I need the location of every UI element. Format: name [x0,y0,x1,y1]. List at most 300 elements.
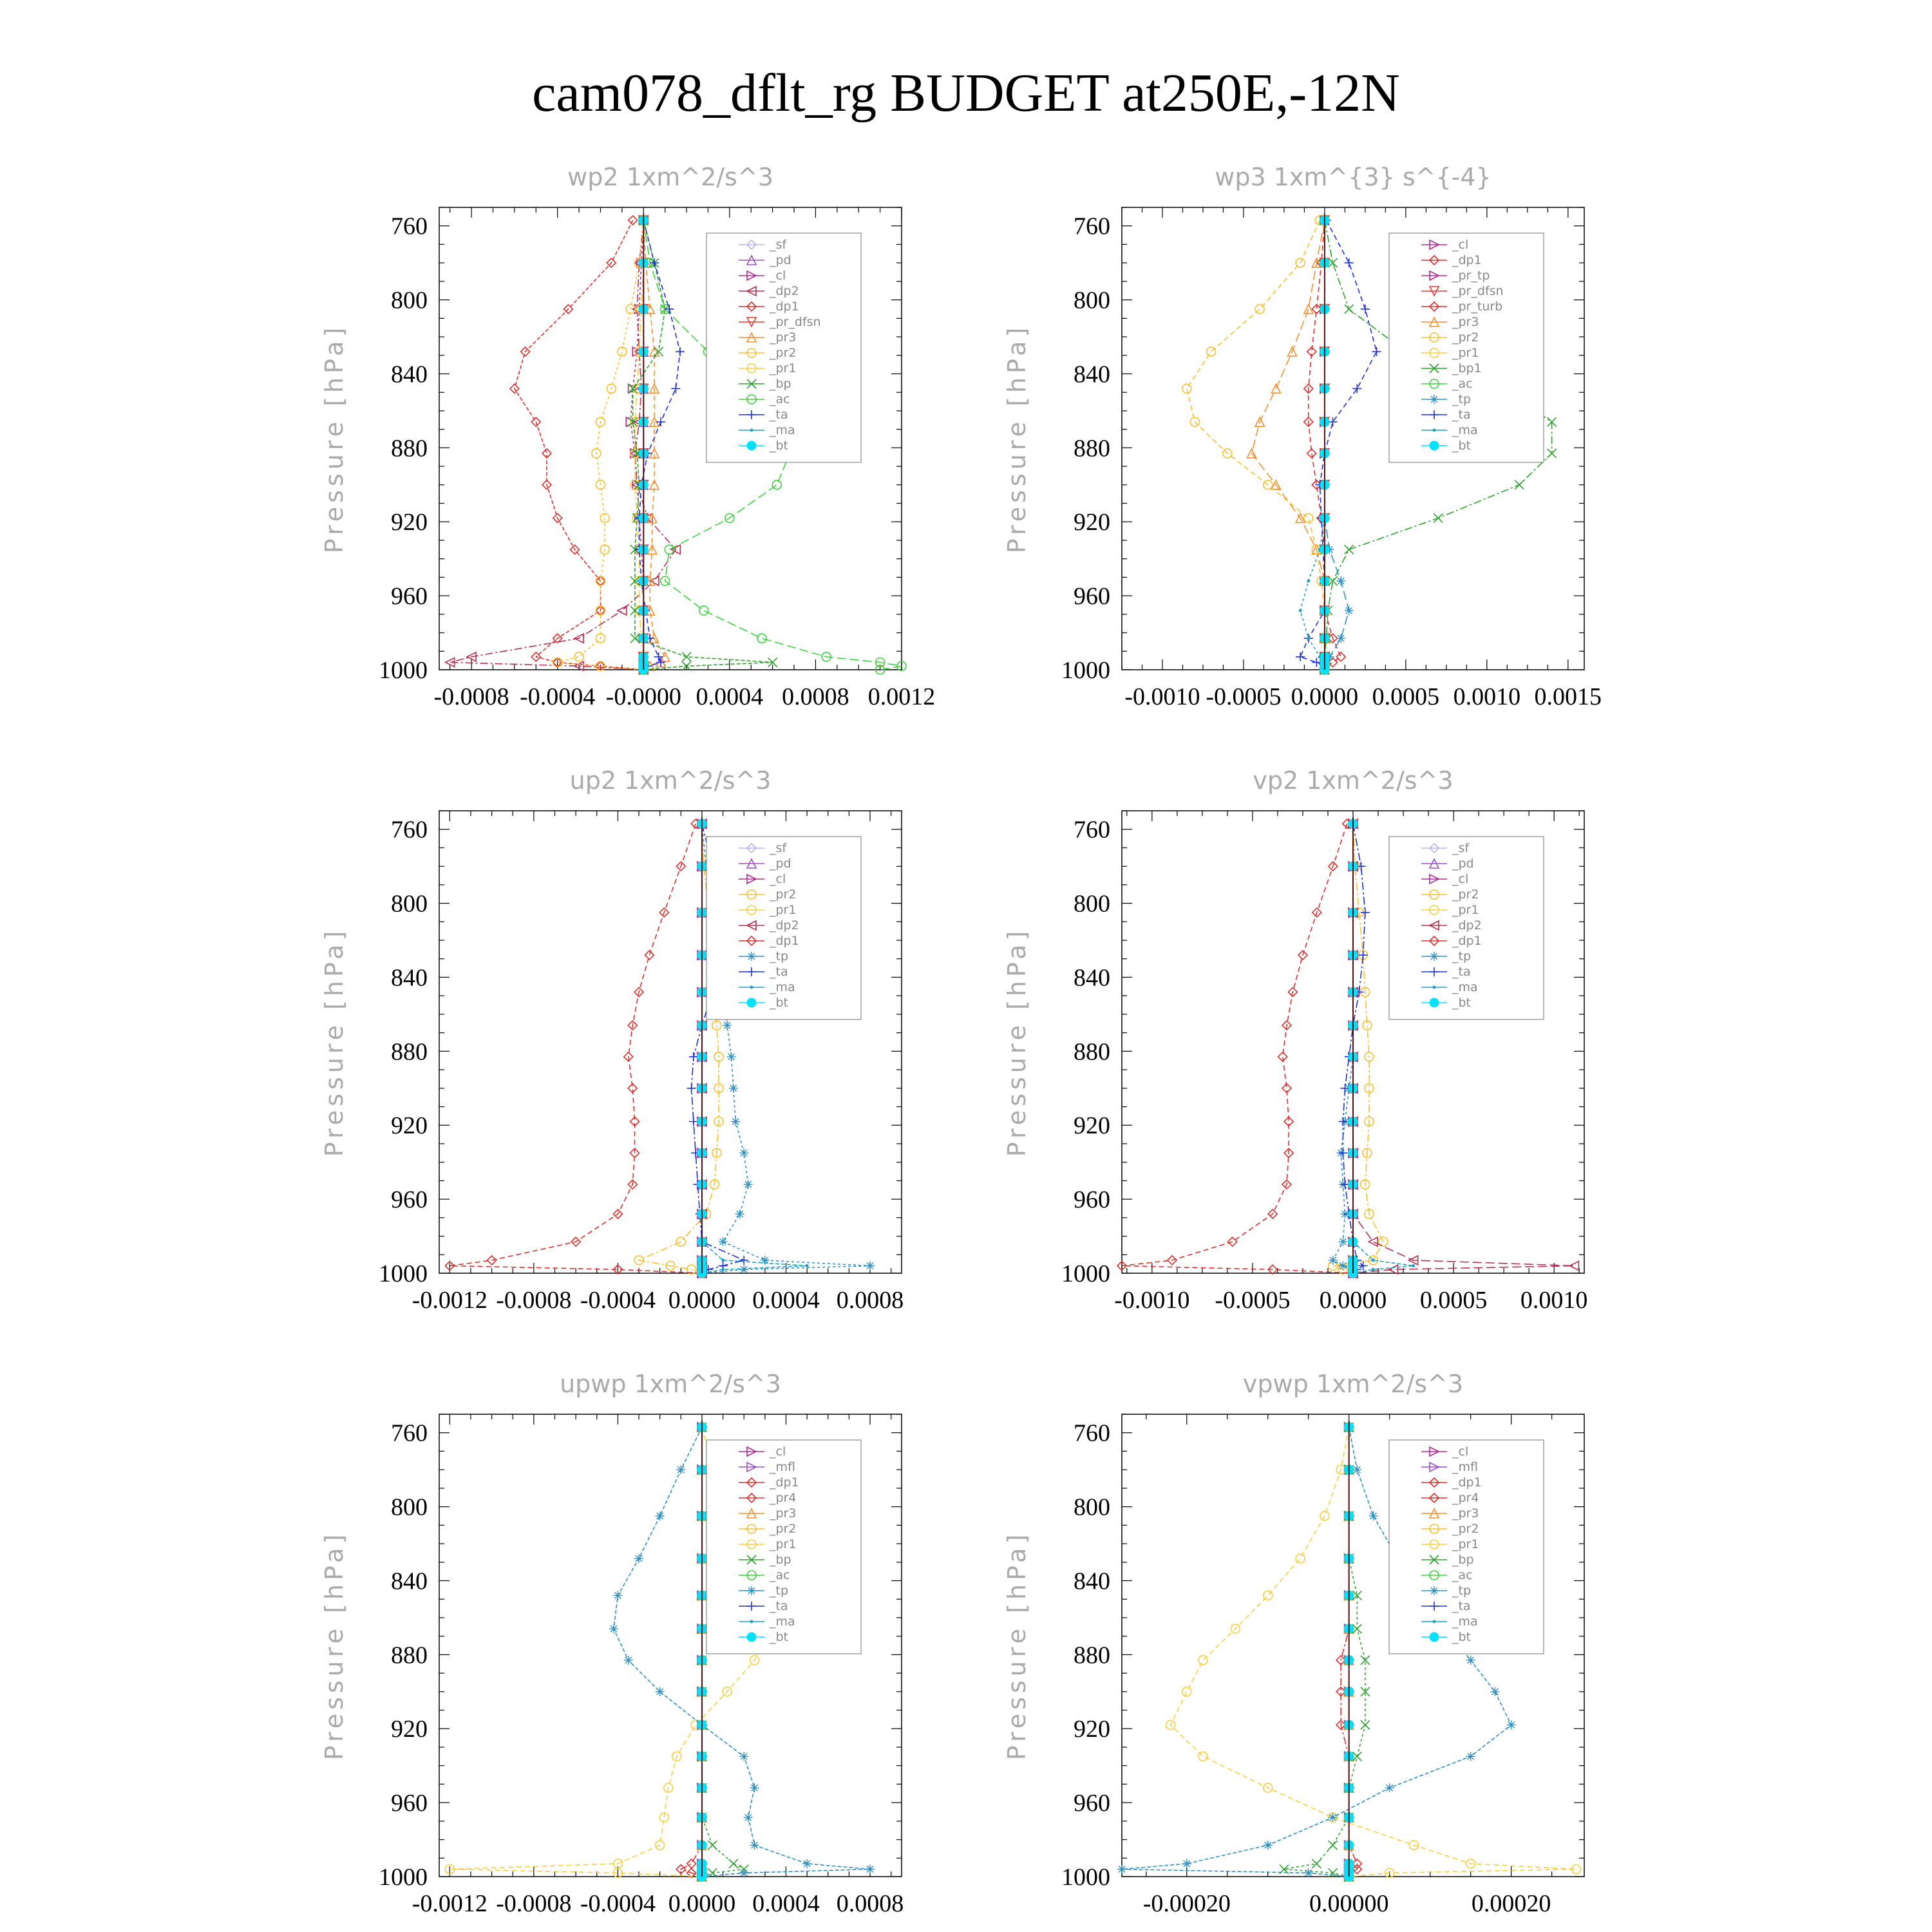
legend-label: _pd [1452,857,1474,871]
y-tick-label: 920 [391,1112,428,1140]
y-tick-label: 1000 [379,1260,428,1287]
legend-label: _ta [770,1599,788,1613]
data-point [1307,580,1310,583]
data-point [1359,1262,1368,1271]
x-tick-label: -0.0008 [433,683,509,710]
data-point [1336,634,1345,643]
data-point [1466,1752,1475,1761]
data-point [1299,609,1302,612]
legend-label: _tp [770,1584,789,1598]
legend-marker [750,1620,753,1624]
data-point [1207,347,1216,356]
data-point [727,1052,736,1061]
y-tick-label: 960 [391,1790,428,1817]
legend-label: _pr4 [770,1491,797,1505]
legend-label: _mfl [770,1460,795,1474]
legend-label: _pr1 [1452,1537,1479,1551]
y-tick-label: 800 [391,287,428,314]
y-axis-title: Pressure [hPa] [1003,323,1031,554]
panel-title: wp3 1xm^{3} s^{-4} [1215,163,1492,191]
legend-label: _cl [770,1444,786,1459]
legend-label: _bp [1452,1553,1474,1567]
y-tick-label: 1000 [379,657,428,684]
panel-title: vpwp 1xm^2/s^3 [1242,1370,1464,1398]
y-tick-label: 840 [1074,361,1110,388]
data-point [676,347,685,356]
legend-label: _bt [1452,439,1472,453]
legend-label: _cl [1452,238,1469,252]
data-point [1264,1841,1273,1850]
data-point [1507,1720,1516,1729]
legend [1389,1440,1544,1654]
data-point [735,1209,744,1218]
y-axis-title: Pressure [hPa] [320,323,348,554]
legend-label: _ac [1452,377,1473,391]
y-tick-label: 960 [1074,1186,1110,1214]
y-tick-label: 960 [391,583,428,611]
y-tick-label: 920 [391,1716,428,1743]
legend-label: _ac [770,392,790,406]
legend-label: _bt [1452,1630,1472,1644]
legend-label: _ta [770,965,788,979]
chart-panel [320,766,904,1314]
x-tick-label: 0.00020 [1471,1890,1551,1917]
data-point [1307,637,1310,640]
y-tick-label: 800 [1074,890,1110,918]
data-point [1228,1237,1237,1246]
x-tick-label: 0.0004 [752,1287,820,1314]
legend-label: _sf [770,841,787,855]
legend-label: _ma [770,423,795,437]
data-point [1329,1813,1338,1822]
data-point [699,606,708,615]
data-point [689,1117,698,1126]
data-point [1466,1656,1475,1665]
data-point [665,545,674,554]
data-point [656,1511,665,1520]
legend-label: _pr_dfsn [1452,284,1504,298]
y-tick-label: 840 [391,964,428,992]
legend-label: _ta [770,408,788,422]
x-tick-label: 0.0008 [836,1890,904,1917]
series-line-cl [630,220,643,670]
data-point [1345,606,1354,615]
legend-marker [747,441,756,450]
legend-label: _pr_turb [1452,299,1503,314]
y-tick-label: 960 [391,1186,428,1214]
series-line-dp1 [450,824,702,1273]
y-tick-label: 760 [1074,816,1110,844]
y-tick-label: 840 [1074,964,1110,992]
legend-label: _bp1 [1452,361,1482,375]
legend-marker [1433,1620,1436,1624]
data-point [1361,305,1370,314]
legend-label: _pr1 [1452,346,1479,360]
data-point [1548,449,1557,458]
legend-label: _pr3 [1452,315,1479,329]
data-point [721,1268,724,1271]
chart-panel [1003,766,1587,1314]
data-point [1296,1554,1305,1563]
legend-label: _dp1 [770,299,799,314]
series-line-dp1 [1122,824,1353,1273]
data-point [1336,576,1345,585]
y-tick-label: 760 [391,213,428,240]
y-tick-label: 920 [1074,1716,1110,1743]
legend-marker [1430,441,1439,450]
legend-label: _cl [1452,1444,1469,1459]
y-tick-label: 800 [391,1493,428,1521]
series-line-dp2 [450,220,676,670]
data-point [1312,1859,1321,1868]
chart-panel [1003,1370,1584,1917]
y-axis-title: Pressure [hPa] [1003,927,1031,1157]
y-tick-label: 840 [391,361,428,388]
legend-label: _pr1 [1452,903,1479,917]
data-point [757,634,766,643]
legend-label: _pr_tp [1452,269,1490,283]
data-point [744,1813,753,1822]
data-point [1198,1656,1208,1665]
panel-title: vp2 1xm^2/s^3 [1253,766,1454,795]
legend-label: _dp1 [1452,253,1482,267]
x-tick-label: -0.0008 [496,1890,572,1917]
legend-marker [1430,395,1439,404]
data-point [806,1264,809,1267]
legend-label: _pr2 [1452,330,1479,345]
series-line-ta [1343,824,1365,1273]
legend-marker [1433,429,1436,432]
legend-label: _pr3 [770,1506,797,1520]
data-point [1329,1841,1338,1850]
data-point [1338,1117,1347,1126]
y-tick-label: 1000 [379,1864,428,1891]
legend-marker [1430,998,1439,1007]
data-point [1182,1687,1191,1696]
series-line-tp [1325,220,1349,670]
legend-marker [750,429,753,432]
x-tick-label: 0.0004 [696,683,764,710]
data-point [1368,1237,1378,1246]
data-point [1255,305,1264,314]
legend-label: _bp [770,377,791,391]
data-point [1338,1148,1347,1157]
x-tick-label: 0.0000 [668,1890,736,1917]
series-line-ta [639,220,680,670]
y-tick-label: 840 [1074,1567,1110,1595]
x-tick-label: -0.0012 [412,1890,488,1917]
data-point [1336,652,1345,661]
legend-label: _dp1 [770,934,799,948]
data-point [671,384,680,393]
data-point [1490,1687,1499,1696]
series-line-pr2 [1187,220,1325,670]
x-tick-label: -0.00020 [1142,1890,1231,1917]
y-tick-label: 840 [391,1567,428,1595]
x-tick-label: 0.00000 [1309,1890,1389,1917]
data-point [665,305,674,314]
y-tick-label: 920 [1074,509,1110,536]
chart-panel [320,1370,904,1917]
data-point [574,652,583,661]
legend-label: _bt [770,1630,789,1644]
legend-label: _ma [1452,980,1478,994]
data-point [739,1148,748,1157]
legend-label: _ta [1452,408,1471,422]
data-point [1434,513,1443,522]
legend-label: _sf [1452,841,1470,855]
data-point [1361,1720,1370,1729]
data-point [1412,1264,1415,1267]
legend-marker [750,986,753,989]
data-point [1338,1237,1347,1246]
data-point [1345,258,1354,267]
y-axis-title: Pressure [hPa] [1003,1530,1031,1761]
data-point [613,1591,622,1600]
data-point [739,1265,748,1274]
data-point [1345,545,1354,554]
data-point [1296,652,1305,661]
data-point [1372,1268,1375,1271]
legend-label: _cl [770,872,786,886]
legend-marker [747,1586,756,1595]
y-tick-label: 920 [391,509,428,536]
data-point [1515,480,1524,489]
chart-panels [320,163,1602,1917]
legend [706,233,861,462]
data-point [1372,1258,1375,1262]
data-point [656,1687,665,1696]
data-point [1329,1256,1338,1265]
legend-label: _tp [1452,1584,1472,1598]
series-line-pr4 [681,1427,702,1877]
y-axis-title: Pressure [hPa] [320,927,348,1157]
x-tick-label: 0.0005 [1419,1287,1488,1314]
y-tick-label: 880 [391,435,428,462]
legend-label: _ma [1452,423,1478,437]
x-tick-label: 0.0010 [1453,683,1521,710]
data-point [1368,1511,1378,1520]
legend [706,1440,861,1654]
y-tick-label: 960 [1074,583,1110,611]
legend-label: _bt [770,439,789,453]
data-point [1117,1865,1126,1874]
panel-title: upwp 1xm^2/s^3 [560,1370,781,1398]
data-point [645,951,654,960]
legend-marker [747,1633,756,1642]
data-point [721,1258,724,1262]
data-point [1329,417,1338,426]
legend-label: _pr2 [1452,887,1479,902]
y-tick-label: 1000 [1061,1864,1110,1891]
data-point [634,1554,643,1563]
legend-label: _mfl [1452,1460,1478,1474]
data-point [723,1021,732,1030]
data-point [1352,384,1361,393]
series-line-pr3 [1252,220,1325,670]
x-tick-label: 0.0008 [782,683,849,710]
legend-marker [1430,1586,1439,1595]
x-tick-label: -0.0005 [1215,1287,1291,1314]
y-tick-label: 880 [1074,1038,1110,1066]
x-tick-label: -0.0012 [412,1287,488,1314]
legend-label: _dp1 [770,1475,799,1490]
data-point [689,1052,698,1061]
data-point [731,1117,740,1126]
legend-label: _bp [770,1553,791,1567]
x-tick-label: 0.0005 [1372,683,1440,710]
data-point [750,1841,759,1850]
legend-label: _cl [1452,872,1469,886]
data-point [676,1465,685,1474]
legend-label: _pr1 [770,903,797,917]
data-point [1198,1752,1208,1761]
data-point [1304,513,1313,522]
legend-label: _dp2 [770,284,799,298]
chart-panel [1003,163,1602,710]
data-point [687,1859,696,1868]
data-point [624,1656,633,1665]
legend-label: _pr2 [1452,1522,1479,1536]
x-tick-label: 0.0010 [1520,1287,1588,1314]
x-tick-label: -0.0005 [1206,683,1282,710]
y-tick-label: 960 [1074,1790,1110,1817]
data-point [866,1865,875,1874]
data-point [1372,347,1381,356]
legend-label: _pr3 [1452,1506,1479,1520]
legend [1389,233,1544,462]
legend-label: _pr4 [1452,1491,1479,1505]
data-point [729,1859,738,1868]
legend-label: _pd [770,253,791,267]
legend-marker [747,998,756,1007]
series-line-bp [1284,1427,1365,1877]
data-point [630,606,639,615]
data-point [1264,1591,1273,1600]
legend [706,837,861,1019]
data-point [1329,1868,1338,1877]
data-point [866,1262,875,1271]
legend [1389,837,1544,1019]
y-tick-label: 1000 [1061,1260,1110,1287]
legend-label: _pd [770,857,791,871]
chart-panel [320,163,935,710]
legend-label: _cl [770,269,786,283]
legend-label: _pr_dfsn [770,315,821,329]
x-tick-label: 0.0008 [836,1287,904,1314]
x-tick-label: 0.0012 [867,683,936,710]
data-point [739,1256,748,1265]
x-tick-label: 0.0015 [1534,683,1602,710]
legend-label: _ta [1452,965,1471,979]
legend-label: _tp [1452,392,1472,406]
data-point [708,1841,717,1850]
legend-label: _tp [770,949,789,963]
x-tick-label: -0.0004 [520,683,596,710]
y-tick-label: 880 [1074,1642,1110,1669]
series-line-pr2 [558,220,644,670]
legend-label: _dp2 [770,918,799,933]
legend-label: _ta [1452,1599,1471,1613]
data-point [1352,1465,1361,1474]
y-axis-title: Pressure [hPa] [320,1530,348,1761]
series-line-pr2 [1333,824,1383,1273]
y-tick-label: 1000 [1061,657,1110,684]
x-tick-label: -0.0004 [580,1890,656,1917]
legend-marker [1433,986,1436,989]
legend-label: _bt [1452,996,1472,1010]
legend-label: _ma [770,1615,795,1629]
panel-title: up2 1xm^2/s^3 [569,766,772,795]
series-line-dp1 [515,220,643,670]
x-tick-label: 0.0000 [1319,1287,1387,1314]
legend-label: _pr2 [770,1522,797,1536]
x-tick-label: 0.0004 [752,1890,820,1917]
legend-label: _sf [770,238,787,252]
legend-label: _ma [1452,1615,1478,1629]
data-point [609,1624,618,1633]
data-point [1182,384,1191,393]
y-tick-label: 760 [1074,1419,1110,1447]
x-tick-label: -0.0004 [580,1287,656,1314]
data-point [618,347,627,356]
data-point [719,1237,728,1246]
x-tick-label: 0.0000 [668,1287,736,1314]
y-tick-label: 880 [391,1642,428,1669]
data-point [750,1783,759,1792]
y-tick-label: 760 [391,816,428,844]
y-tick-label: 880 [391,1038,428,1066]
legend-label: _pr2 [770,346,797,360]
legend-label: _pr3 [770,330,797,345]
x-tick-label: -0.0010 [1124,683,1200,710]
data-point [744,1180,753,1189]
y-tick-label: 880 [1074,435,1110,462]
x-tick-label: -0.0000 [605,683,681,710]
x-tick-label: -0.0010 [1114,1287,1190,1314]
data-point [656,658,665,667]
legend-label: _dp1 [1452,934,1482,948]
legend-label: _dp1 [1452,1475,1482,1490]
y-tick-label: 800 [1074,1493,1110,1521]
data-point [1345,305,1354,314]
x-tick-label: 0.0000 [1291,683,1359,710]
y-tick-label: 760 [1074,213,1110,240]
data-point [739,1868,748,1877]
data-point [1304,1868,1313,1877]
legend-label: _pr1 [770,361,797,375]
legend-label: _ac [770,1568,790,1582]
panel-title: wp2 1xm^2/s^3 [567,163,773,191]
figure-title: cam078_dflt_rg BUDGET at250E,-12N [532,63,1400,123]
legend-marker [1430,1633,1439,1642]
legend-label: _tp [1452,949,1472,963]
data-point [739,1752,748,1761]
data-point [802,1859,811,1868]
legend-label: _pr1 [770,1537,797,1551]
x-tick-label: -0.0008 [496,1287,572,1314]
data-point [729,1084,738,1093]
legend-label: _ac [1452,1568,1473,1582]
data-point [1338,1262,1347,1271]
y-tick-label: 920 [1074,1112,1110,1140]
legend-marker [1430,952,1439,961]
data-point [1182,1859,1191,1868]
legend-label: _pr2 [770,887,797,902]
data-point [772,480,781,489]
y-tick-label: 800 [1074,287,1110,314]
data-point [687,1084,696,1093]
